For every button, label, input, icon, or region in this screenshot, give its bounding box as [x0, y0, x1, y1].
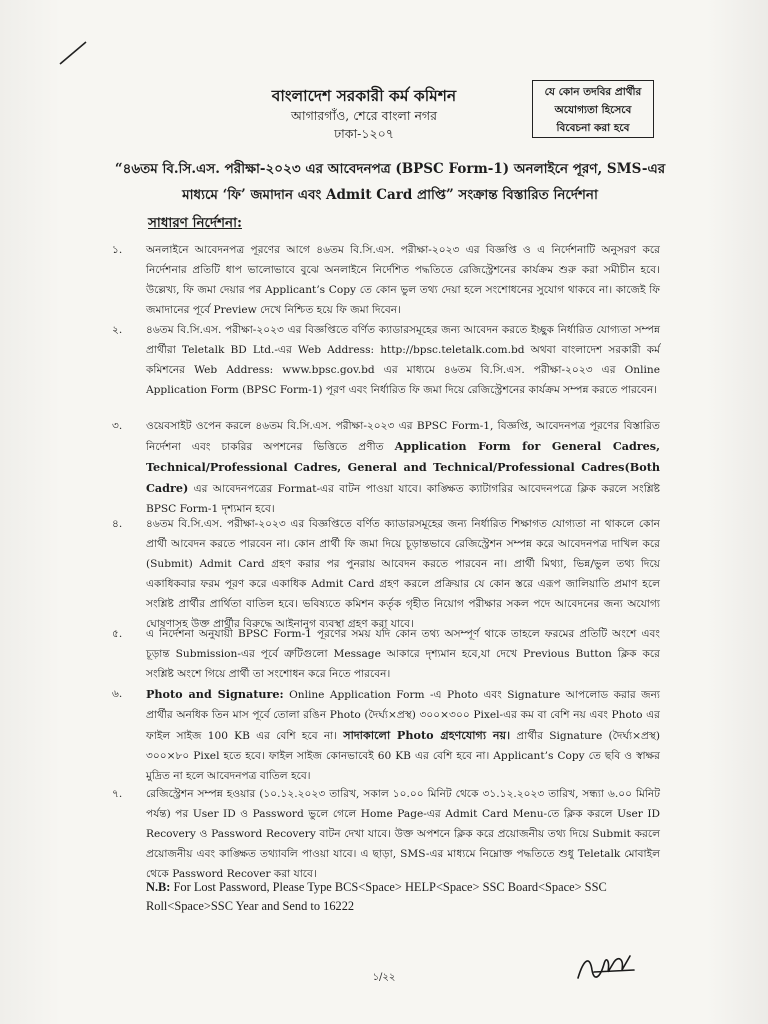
item-text	[146, 684, 660, 786]
item-text-post: এর আবেদনপত্রের Format-এর বাটন পাওয়া যাবে। কাঙ্ক্ষিত ক্যাটাগরির আবেদনপত্রে ক্লিক করলে সংশ্লিষ্ট BPSC Form-1 দৃশ্যমান হবে।	[146, 483, 660, 515]
item-text-b: প্রার্থীর Signature (দৈর্ঘ্য×প্রস্থ) ৩০০×৮০ Pixel হতে হবে। ফাইল সাইজ কোনভাবেই 60 KB এর বেশি হবে না। Applicant’s Copy তে ছবি ও স্বাক্ষর মুদ্রিত না হলে আবেদনপত্র বাতিল হবে।	[146, 730, 661, 782]
nb-text: For Lost Password, Please Type BCS<Space> HELP<Space> SSC Board<Space> SSC Roll<Space>SSC Year and Send to 16222	[146, 880, 607, 913]
notice-box	[532, 80, 654, 138]
address-line-1: আগারগাঁও, শেরে বাংলা নগর	[291, 108, 437, 123]
organization-name: বাংলাদেশ সরকারী কর্ম কমিশন	[271, 86, 457, 105]
document-title	[60, 156, 720, 208]
notice-line-2: অযোগ্যতা হিসেবে	[554, 104, 632, 116]
item-text: রেজিস্ট্রেশন সম্পন্ন হওয়ার (১০.১২.২০২৩ তারিখ, সকাল ১০.০০ মিনিট থেকে ৩১.১২.২০২৩ তারিখ, সন্ধ্যা ৬.০০ মিনিট পর্যন্ত) পর User ID ও Password ভুলে গেলে Home Page-এর Admit Card Menu-তে ক্লিক করলে User ID Recovery ও Password Recovery বাটন দেখা যাবে। উক্ত অপশনে ক্লিক করে প্রয়োজনীয় তথ্য দিয়ে Submit করলে প্রয়োজনীয় এবং কাঙ্ক্ষিত তথ্যাবলি পাওয়া যাবে। এ ছাড়া, SMS-এর মাধ্যমে নিম্নোক্ত পদ্ধতিতে শুধু Teletalk মোবাইল থেকে Password Recover করা যাবে।	[146, 788, 660, 880]
notice-line-3: বিবেচনা করা হবে	[556, 122, 630, 134]
title-line-1: “৪৬তম বি.সি.এস. পরীক্ষা-২০২৩ এর আবেদনপত্র (BPSC Form-1) অনলাইনে পূরণ, SMS-এর	[114, 161, 666, 177]
item-text: ৪৬তম বি.সি.এস. পরীক্ষা-২০২৩ এর বিজ্ঞপ্তিতে বর্ণিত ক্যাডারসমূহের জন্য নির্ধারিত শিক্ষাগত যোগ্যতা না থাকলে কোন প্রার্থী আবেদন করতে পারবেন না। কোন প্রার্থী ফি জমা দিয়ে চূড়ান্তভাবে রেজিস্ট্রেশন সম্পন্ন করে আবেদনপত্র দাখিল করে (Submit) Admit Card গ্রহণ করার পর পুনরায় আবেদন করতে পারবেন না। প্রার্থী মিথ্যা, ভিন্ন/ভুল তথ্য দিয়ে একাধিকবার ফরম পূরণ করে একাধিক Admit Card গ্রহণ করলে প্রক্রিয়ার যে কোন স্তরে এরূপ জালিয়াতি প্রমাণ হলে সংশ্লিষ্ট প্রার্থীর প্রার্থিতা বাতিল হবে। ভবিষ্যতে কমিশন কর্তৃক গৃহীত নিয়োগ পরীক্ষার সকল পদে আবেদনের জন্য অযোগ্য ঘোষণাসহ উক্ত প্রার্থীর বিরুদ্ধে আইনানুগ ব্যবস্থা গ্রহণ করা যাবে।	[146, 518, 660, 630]
item-text-a: Online Application Form -এ Photo এবং Signature আপলোড করার জন্য প্রার্থীর অনধিক তিন মাস পূর্বে তোলা রঙিন Photo (দৈর্ঘ্য×প্রস্থ) ৩০০×৩০০ Pixel-এর কম বা বেশি নয় এবং Photo এর ফাইল সাইজ 100 KB এর বেশি হবে না।	[146, 689, 660, 742]
item-text-bold: সাদাকালো Photo গ্রহণযোগ্য নয়।	[343, 728, 511, 742]
pen-stroke-mark	[58, 40, 88, 66]
item-text-bold: Application Form for General Cadres, Technical/Professional Cadres, General and Technical/Professional Cadres(Both Cadre)	[146, 439, 660, 495]
page-number: ১/২২	[372, 972, 396, 983]
item-number: ১.	[112, 244, 123, 256]
item-number: ৫.	[112, 628, 123, 640]
item-text	[146, 416, 660, 519]
item-number: ২.	[112, 324, 123, 336]
item-text: এ নির্দেশনা অনুযায়ী BPSC Form-1 পূরণের সময় যদি কোন তথ্য অসম্পূর্ণ থাকে তাহলে ফরমের প্রতিটি অংশে এবং চূড়ান্ত Submission-এর পূর্বে ত্রুটিগুলো Message আকারে দৃশ্যমান হবে,যা দেখে Previous Button ক্লিক করে সংশ্লিষ্ট অংশে গিয়ে প্রার্থী তা সংশোধন করে নিতে পারবেন।	[146, 628, 660, 680]
item-number: ৩.	[112, 420, 123, 432]
nb-label: N.B:	[146, 880, 171, 894]
nota-bene	[146, 878, 666, 916]
item-number: ৪.	[112, 518, 123, 530]
item-text: অনলাইনে আবেদনপত্র পূরণের আগে ৪৬তম বি.সি.এস. পরীক্ষা-২০২৩ এর বিজ্ঞপ্তি ও এ নির্দেশনাটি অনুসরণ করে নির্দেশনার প্রতিটি ধাপ ভালোভাবে বুঝে অনলাইনে নির্দেশিত পদ্ধতিতে রেজিস্ট্রেশনের কার্যক্রম শুরু করা সমীচীন হবে। উল্লেখ্য, ফি জমা দেয়ার পর Applicant’s Copy তে কোন ভুল তথ্য দেয়া হলে সংশোধনের সুযোগ থাকবে না। কাজেই ফি জমাদানের পূর্বে Preview দেখে নিশ্চিত হয়ে ফি জমা দিবেন।	[146, 244, 660, 316]
notice-line-1: যে কোন তদবির প্রার্থীর	[544, 86, 642, 98]
item-label: Photo and Signature:	[146, 687, 284, 701]
item-number: ৬.	[112, 688, 123, 700]
item-text-pre: ওয়েবসাইট ওপেন করলে ৪৬তম বি.সি.এস. পরীক্ষা-২০২৩ এর BPSC Form-1, বিজ্ঞপ্তি, আবেদনপত্র পূরণের বিস্তারিত নির্দেশনা এবং চাকরির অপশনের ভিত্তিতে প্রণীত	[146, 420, 660, 453]
item-text: ৪৬তম বি.সি.এস. পরীক্ষা-২০২৩ এর বিজ্ঞপ্তিতে বর্ণিত ক্যাডারসমূহের জন্য আবেদন করতে ইচ্ছুক নির্ধারিত যোগ্যতা সম্পন্ন প্রার্থীরা Teletalk BD Ltd.-এর Web Address: http://bpsc.teletalk.com.bd অথবা বাংলাদেশ সরকারী কর্ম কমিশনের Web Address: www.bpsc.gov.bd এর মাধ্যমে ৪৬তম বি.সি.এস. পরীক্ষা-২০২৩ এর Online Application Form (BPSC Form-1) পূরণ এবং নির্ধারিত ফি জমা দিয়ে রেজিস্ট্রেশনের কার্যক্রম সম্পন্ন করতে পারবেন।	[146, 324, 660, 396]
item-number: ৭.	[112, 788, 123, 800]
address-line-2: ঢাকা-১২০৭	[334, 126, 394, 141]
section-heading: সাধারণ নির্দেশনা:	[148, 215, 242, 231]
title-line-2: মাধ্যমে ‘ফি’ জমাদান এবং Admit Card প্রাপ্তি” সংক্রান্ত বিস্তারিত নির্দেশনা	[182, 187, 598, 203]
handwritten-signature	[574, 948, 644, 988]
